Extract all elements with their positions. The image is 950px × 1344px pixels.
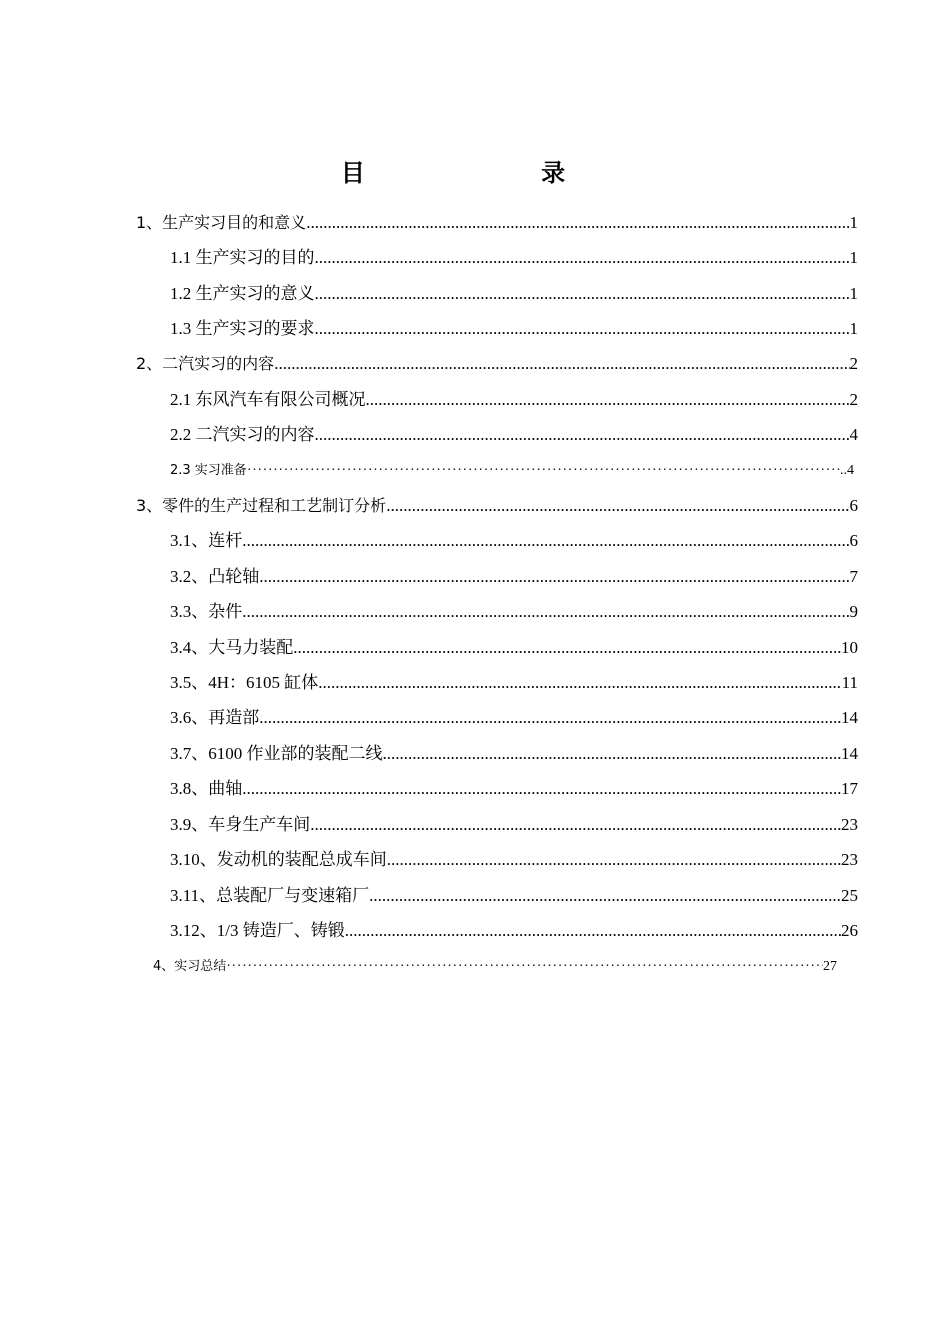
toc-entry-page: 23 [841, 815, 858, 834]
dot-leader [293, 637, 841, 659]
toc-entry-label: 3.8、曲轴 [170, 779, 243, 798]
toc-entry[interactable] [136, 495, 858, 517]
toc-entry-label: 3、零件的生产过程和工艺制订分析 [136, 496, 387, 515]
toc-entry-page: 17 [841, 779, 858, 798]
toc-entry-label: 3.4、大马力装配 [170, 638, 294, 657]
toc-entry-label: 2、二汽实习的内容 [136, 354, 275, 373]
toc-entry-page: 23 [841, 850, 858, 869]
toc-entry[interactable] [170, 814, 858, 836]
toc-entry-page: 6 [849, 531, 858, 550]
toc-entry-page: 1 [849, 213, 858, 232]
toc-entry-label: 3.5、4H：6105 缸体 [170, 673, 319, 692]
toc-entry-label: 3.10、发动机的装配总成车间 [170, 850, 387, 869]
dot-leader [366, 389, 850, 411]
toc-entry[interactable] [170, 920, 858, 942]
toc-entry[interactable] [170, 247, 858, 269]
toc-entry-page: 6 [849, 496, 858, 515]
toc-entry[interactable] [170, 885, 858, 907]
dot-leader [259, 707, 841, 729]
dot-leader [315, 424, 850, 446]
toc-entry-page: 10 [841, 638, 858, 657]
toc-entry-label: 1.3 生产实习的要求 [170, 319, 315, 338]
toc-entry-label: 3.7、6100 作业部的装配二线 [170, 744, 383, 763]
dot-leader [274, 353, 849, 375]
toc-entry-page: 4 [849, 425, 858, 444]
dot-leader [310, 814, 841, 836]
toc-entry-page: 14 [841, 744, 858, 763]
dot-leader [306, 212, 849, 234]
dot-leader [318, 672, 841, 694]
toc-entry[interactable] [170, 283, 858, 305]
toc-entry-page: 7 [849, 567, 858, 586]
dot-leader [242, 530, 849, 552]
toc-entry-label: 2.2 二汽实习的内容 [170, 425, 315, 444]
toc-entry[interactable] [170, 318, 858, 340]
toc-entry-page: 14 [841, 708, 858, 727]
toc-entry[interactable] [170, 672, 858, 694]
dot-leader [345, 920, 841, 942]
toc-entry-page: 9 [849, 602, 858, 621]
toc-entry-label: 2.3 实习准备 [170, 463, 247, 478]
toc-entry-page: 25 [841, 886, 858, 905]
toc-entry-page: ..4 [840, 463, 854, 478]
toc-entry-label: 3.12、1/3 铸造厂、铸锻 [170, 921, 345, 940]
toc-entry[interactable] [153, 956, 837, 978]
dot-leader [259, 566, 849, 588]
toc-entry-page: 26 [841, 921, 858, 940]
toc-entry[interactable] [136, 353, 858, 375]
dot-leader [383, 743, 842, 765]
dot-leader [387, 849, 841, 871]
toc-entry-page: 2 [849, 390, 858, 409]
dot-leader [242, 601, 849, 623]
toc-entry[interactable] [170, 530, 858, 552]
toc-entry-label: 1、生产实习目的和意义 [136, 213, 307, 232]
toc-entry[interactable] [170, 849, 858, 871]
dot-leader [369, 885, 841, 907]
toc-entry-label: 3.2、凸轮轴 [170, 567, 260, 586]
toc-entry[interactable] [170, 601, 858, 623]
dot-leader [315, 247, 850, 269]
toc-entry-label: 3.9、车身生产车间 [170, 815, 311, 834]
toc-entry-label: 3.3、杂件 [170, 602, 243, 621]
dot-leader [226, 956, 823, 978]
dot-leader [315, 318, 850, 340]
toc-entry-label: 3.1、连杆 [170, 531, 243, 550]
toc-entry-label: 2.1 东风汽车有限公司概况 [170, 390, 366, 409]
toc-entry[interactable] [170, 637, 858, 659]
toc-entry-label: 4、实习总结 [153, 959, 227, 974]
dot-leader [242, 778, 841, 800]
toc-entry[interactable] [170, 460, 854, 482]
toc-title: 目 录 [340, 159, 650, 187]
toc-entry[interactable] [170, 778, 858, 800]
dot-leader [315, 283, 850, 305]
toc-entry[interactable] [170, 424, 858, 446]
toc-entry-label: 3.11、总装配厂与变速箱厂 [170, 886, 370, 905]
toc-entry-page: 27 [823, 959, 837, 974]
toc-entry[interactable] [170, 566, 858, 588]
toc-entry-label: 1.1 生产实习的目的 [170, 248, 315, 267]
toc-entry-label: 1.2 生产实习的意义 [170, 284, 315, 303]
toc-entry[interactable] [170, 707, 858, 729]
dot-leader [247, 460, 840, 482]
toc-entry[interactable] [170, 743, 858, 765]
toc-entry-page: 2 [849, 354, 858, 373]
toc-entry[interactable] [136, 212, 858, 234]
toc-entry-page: 1 [849, 248, 858, 267]
dot-leader [386, 495, 849, 517]
toc-entry-label: 3.6、再造部 [170, 708, 260, 727]
toc-entry-page: 11 [841, 673, 858, 692]
toc-entry-page: 1 [849, 284, 858, 303]
toc-entry-page: 1 [849, 319, 858, 338]
toc-entry[interactable] [170, 389, 858, 411]
